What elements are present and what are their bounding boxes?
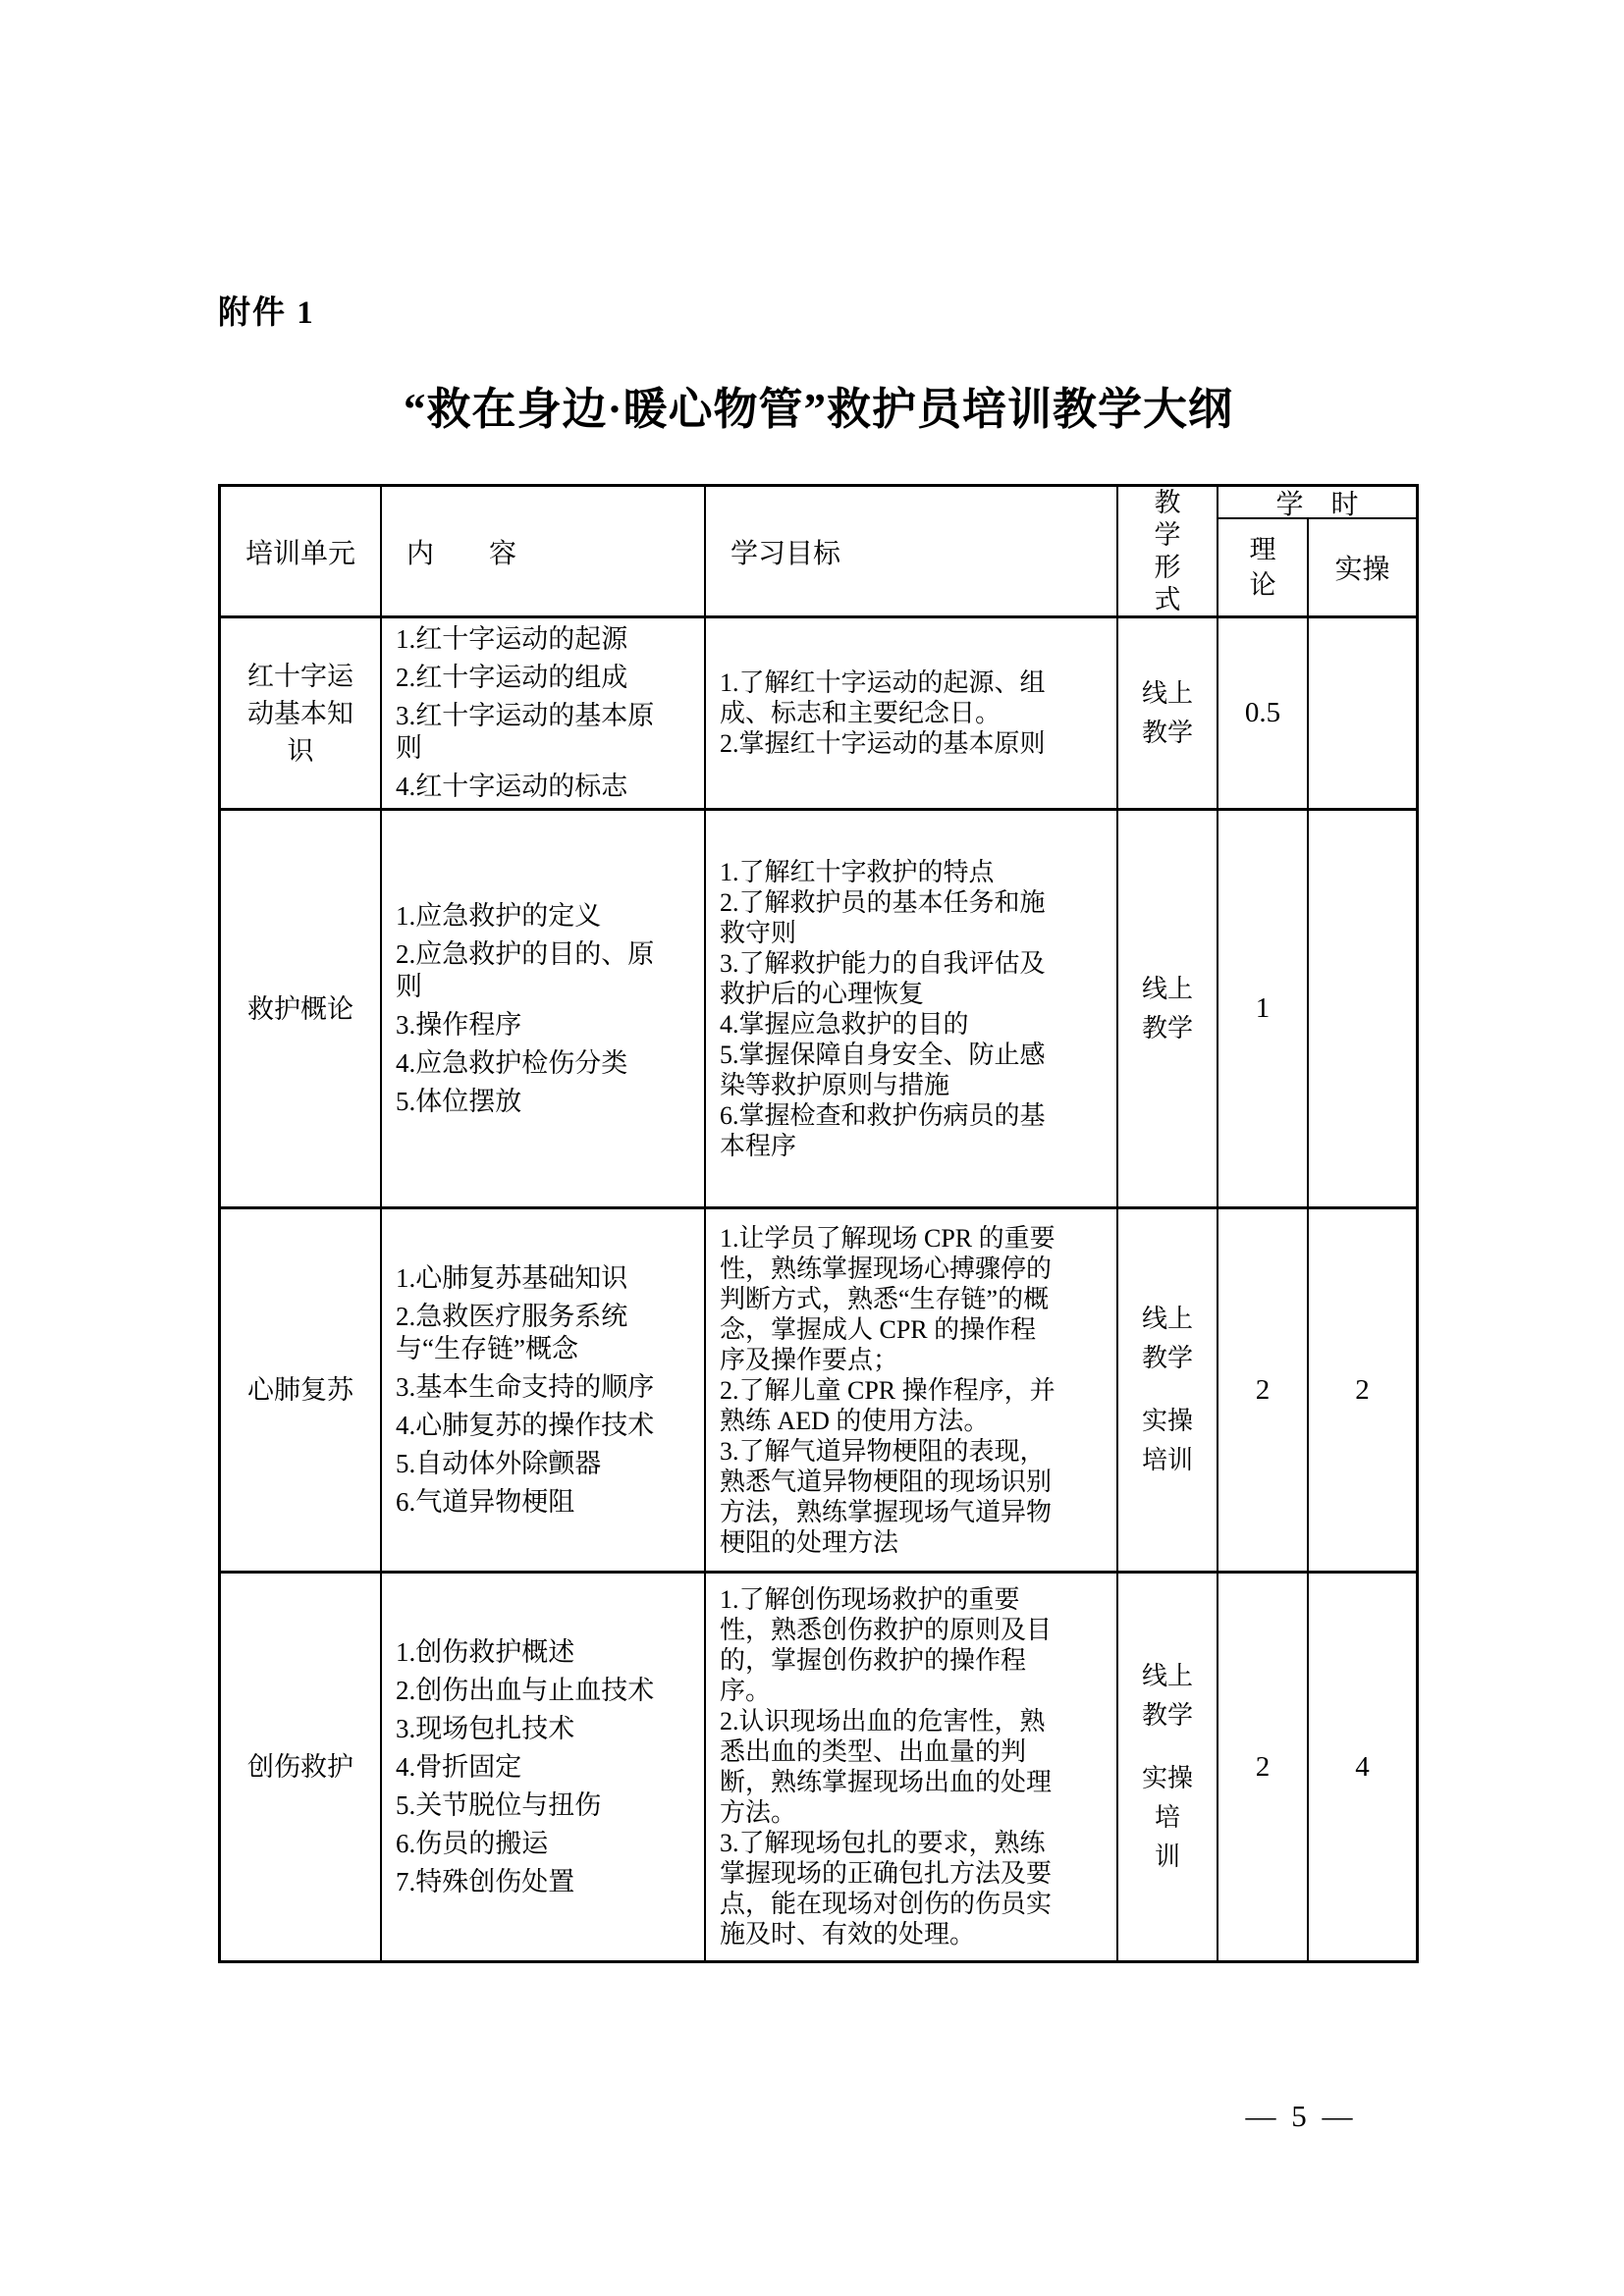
text-line: 教学 xyxy=(1141,718,1193,747)
row-1-content xyxy=(382,618,706,811)
text-line: 理 xyxy=(1249,535,1276,564)
text-line: 1.了解红十字救护的特点 xyxy=(720,857,995,886)
text-line: 6.伤员的搬运 xyxy=(396,1828,549,1858)
page-number: — 5 — xyxy=(1245,2099,1357,2133)
text-line: 2.创伤出血与止血技术 xyxy=(396,1675,655,1705)
text-line: 3.基本生命支持的顺序 xyxy=(396,1371,655,1402)
text-line: 5.体位摆放 xyxy=(396,1086,522,1116)
row-3-unit xyxy=(244,1371,356,1409)
text-line: 6.掌握检查和救护伤病员的基本程序 xyxy=(720,1100,1046,1160)
text-line: 学 xyxy=(1154,519,1181,550)
text-line: 1.红十字运动的起源 xyxy=(396,624,628,654)
text-line: 实操 xyxy=(1141,1764,1193,1792)
text-line: 3.操作程序 xyxy=(396,1009,522,1040)
header-practice-hours: 实操 xyxy=(1309,519,1416,618)
text-line: 5.关节脱位与扭伤 xyxy=(396,1789,602,1820)
text-line: 2.了解儿童 CPR 操作程序，并熟练 AED 的使用方法。 xyxy=(720,1375,1056,1435)
text-line: 培 xyxy=(1154,1803,1180,1832)
text-line: 线上 xyxy=(1141,1662,1193,1690)
text-line: 2.红十字运动的组成 xyxy=(396,663,628,692)
row-4-unit-cell xyxy=(221,1574,382,1960)
text-line: 2.认识现场出血的危害性，熟悉出血的类型、出血量的判断，熟练掌握现场出血的处理方法。 xyxy=(720,1707,1053,1827)
text-line: 实操 xyxy=(1141,1407,1193,1435)
text-line: 2.了解救护员的基本任务和施救守则 xyxy=(720,887,1046,947)
text-line: 3.现场包扎技术 xyxy=(396,1713,575,1743)
row-3-objectives xyxy=(706,1209,1118,1574)
row-3-practice-hours: 2 xyxy=(1309,1209,1416,1574)
text-line: 形 xyxy=(1154,552,1181,582)
row-4-content xyxy=(382,1574,706,1960)
row-1-practice-hours xyxy=(1309,618,1416,811)
text-line: 4.应急救护检伤分类 xyxy=(396,1047,628,1078)
text-line: 式 xyxy=(1154,584,1181,614)
row-4-unit xyxy=(244,1748,356,1786)
row-3-theory-hours: 2 xyxy=(1218,1209,1309,1574)
text-line: 培训 xyxy=(1141,1446,1193,1474)
text-line: 2.急救医疗服务系统与“生存链”概念 xyxy=(396,1301,628,1363)
text-line: 线上 xyxy=(1141,1305,1193,1333)
row-4-objectives xyxy=(706,1574,1118,1960)
text-line: 教学 xyxy=(1141,1013,1193,1042)
text-line: 1.让学员了解现场 CPR 的重要性，熟练掌握现场心搏骤停的判断方式，熟悉“生存链”的概念，掌握成人 CPR 的操作程序及操作要点； xyxy=(720,1223,1056,1374)
row-1-theory-hours: 0.5 xyxy=(1218,618,1309,811)
row-4-format xyxy=(1118,1574,1218,1960)
row-4-practice-hours: 4 xyxy=(1355,1750,1370,1783)
text-line: 4.骨折固定 xyxy=(396,1751,522,1782)
text-line: 7.特殊创伤处置 xyxy=(396,1866,575,1896)
text-line: 红十字运动基本知识 xyxy=(247,661,353,766)
text-line: 1.应急救护的定义 xyxy=(396,900,602,931)
text-line: 1.了解创伤现场救护的重要性，熟悉创伤救护的原则及目的，掌握创伤救护的操作程序。 xyxy=(720,1585,1053,1705)
row-1-unit xyxy=(244,658,356,770)
row-2-content xyxy=(382,811,706,1209)
header-objectives: 学习目标 xyxy=(706,487,1118,618)
header-class-hours: 学 时 xyxy=(1218,487,1416,519)
text-line: 线上 xyxy=(1141,974,1193,1003)
syllabus-table xyxy=(218,484,1419,1963)
header-teaching-format xyxy=(1118,487,1218,618)
row-1-format xyxy=(1118,618,1218,811)
text-line: 5.自动体外除颤器 xyxy=(396,1448,602,1478)
text-line: 3.了解救护能力的自我评估及救护后的心理恢复 xyxy=(720,948,1046,1008)
row-2-unit xyxy=(244,990,356,1028)
text-line: 创伤救护 xyxy=(247,1752,353,1782)
document-title: “救在身边·暖心物管”救护员培训教学大纲 xyxy=(403,385,1233,434)
text-line: 4.红十字运动的标志 xyxy=(396,772,628,801)
text-line: 3.红十字运动的基本原则 xyxy=(396,701,655,763)
text-line: 教 xyxy=(1154,487,1181,517)
text-line: 5.掌握保障自身安全、防止感染等救护原则与措施 xyxy=(720,1040,1046,1099)
row-3-format xyxy=(1118,1209,1218,1574)
row-2-format xyxy=(1118,811,1218,1209)
text-line: 2.应急救护的目的、原则 xyxy=(396,938,655,1001)
text-line: 4.掌握应急救护的目的 xyxy=(720,1009,969,1039)
text-line: 救护概论 xyxy=(247,993,353,1024)
text-line: 3.了解气道异物梗阻的表现，熟悉气道异物梗阻的现场识别方法，熟练掌握现场气道异物梗阻的处理方法 xyxy=(720,1436,1053,1557)
text-line: 训 xyxy=(1154,1842,1180,1871)
text-line: 2.掌握红十字运动的基本原则 xyxy=(720,729,1046,758)
row-1-unit-cell xyxy=(221,618,382,811)
text-line: 心肺复苏 xyxy=(247,1375,353,1405)
row-4-theory-hours: 2 xyxy=(1218,1574,1309,1960)
header-theory-hours xyxy=(1218,519,1309,618)
text-line: 教学 xyxy=(1141,1344,1193,1372)
text-line: 4.心肺复苏的操作技术 xyxy=(396,1410,655,1440)
text-line: 3.了解现场包扎的要求，熟练掌握现场的正确包扎方法及要点，能在现场对创伤的伤员实施及时、有效的处理。 xyxy=(720,1829,1053,1949)
row-3-content xyxy=(382,1209,706,1574)
text-line: 1.了解红十字运动的起源、组成、标志和主要纪念日。 xyxy=(720,668,1046,727)
text-line: 论 xyxy=(1249,570,1276,600)
text-line: 6.气道异物梗阻 xyxy=(396,1486,575,1517)
row-2-unit-cell xyxy=(221,811,382,1209)
row-2-objectives xyxy=(706,811,1118,1209)
attachment-label: 附件 1 xyxy=(218,295,315,331)
row-2-theory-hours: 1 xyxy=(1218,811,1309,1209)
row-2-practice-hours xyxy=(1309,811,1416,1209)
text-line: 1.创伤救护概述 xyxy=(396,1636,575,1667)
text-line: 1.心肺复苏基础知识 xyxy=(396,1262,628,1293)
header-content: 内 容 xyxy=(382,487,706,618)
text-line: 教学 xyxy=(1141,1701,1193,1730)
row-1-objectives xyxy=(706,618,1118,811)
header-training-unit: 培训单元 xyxy=(221,487,382,618)
row-3-unit-cell xyxy=(221,1209,382,1574)
text-line: 线上 xyxy=(1141,678,1193,708)
